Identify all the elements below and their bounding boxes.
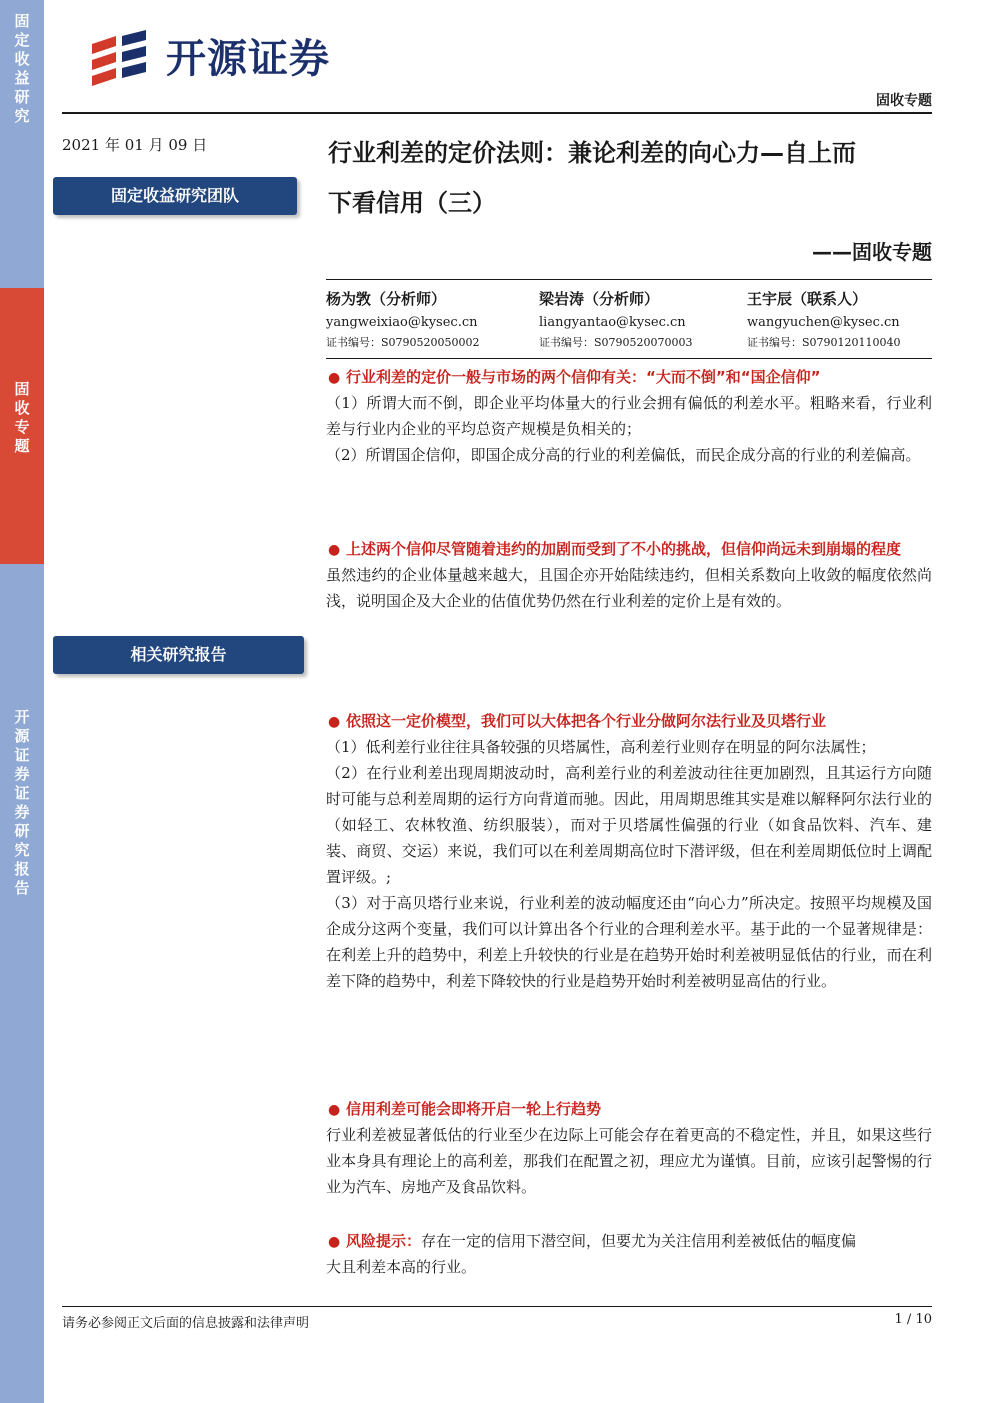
author-1 (326, 288, 480, 352)
brand-logo (86, 30, 376, 90)
section-3 (326, 708, 932, 994)
author-email[interactable]: yangweixiao@kysec.cn (326, 315, 478, 330)
risk-line (326, 1228, 932, 1254)
report-title (328, 128, 928, 228)
title-line-1: 行业利差的定价法则：兼论利差的向心力—自上而 (328, 139, 856, 167)
risk-warning (326, 1228, 932, 1280)
section-paragraph: （1）低利差行业往往具备较强的贝塔属性，高利差行业则存在明显的阿尔法属性； (326, 738, 876, 756)
author-cert: 证书编号：S0790120110040 (747, 336, 901, 349)
logo-text: 开源证券 (166, 36, 330, 82)
footer-divider (62, 1306, 932, 1307)
section-2 (326, 536, 932, 614)
section-heading: ● 依照这一定价模型，我们可以大体把各个行业分做阿尔法行业及贝塔行业 (326, 708, 932, 734)
section-4 (326, 1096, 932, 1200)
author-name: 王宇辰（联系人） (747, 290, 868, 308)
authors-block (326, 288, 932, 356)
section-paragraph: （3）对于高贝塔行业来说，行业利差的波动幅度还由“向心力”所决定。按照平均规模及国企成分这两个变量，我们可以计算出各个行业的合理利差水平。基于此的一个显著规律是：在利差上升的趋势中，利差上升较快的行业是在趋势开始时利差被明显低估的行业，而在利差下降的趋势中，利差下降较快的行业是趋势开始时利差被明显高估的行业。 (326, 894, 932, 990)
report-date: 2021 年 01 月 09 日 (62, 136, 208, 154)
side-label-topic: 固收专题 (0, 288, 44, 564)
page-number: 1 / 10 (894, 1312, 932, 1327)
header-divider (62, 112, 932, 114)
bullet-icon: ● (328, 714, 341, 730)
authors-divider (326, 358, 932, 359)
author-3 (747, 288, 901, 352)
bullet-icon: ● (328, 370, 341, 386)
section-1 (326, 364, 932, 468)
section-heading: ● 上述两个信仰尽管随着违约的加剧而受到了不小的挑战，但信仰尚远未到崩塌的程度 (326, 536, 932, 562)
related-reports-box: 相关研究报告 (53, 636, 304, 674)
author-email[interactable]: wangyuchen@kysec.cn (747, 315, 900, 330)
section-paragraph: （2）在行业利差出现周期波动时，高利差行业的利差波动往往更加剧烈，且其运行方向随时可能与总利差周期的运行方向背道而驰。因此，用周期思维其实是难以解释阿尔法行业的（如轻工、农林牧渔、纺织服装），而对于贝塔属性偏强的行业（如食品饮料、汽车、建装、商贸、交运）来说，我们可以在利差周期高位时下潜评级，但在利差周期低位时上调配置评级。; (326, 764, 932, 886)
title-line-2: 下看信用（三） (328, 189, 496, 217)
title-divider (326, 279, 932, 280)
bullet-icon: ● (328, 1102, 341, 1118)
side-label-report: 开源证券 证券研究报告 (0, 564, 44, 1403)
logo-mark-icon (86, 30, 156, 88)
author-email[interactable]: liangyantao@kysec.cn (539, 315, 686, 330)
report-type-tag: 固收专题 (876, 93, 932, 109)
author-cert: 证书编号：S0790520070003 (539, 336, 693, 349)
author-name: 梁岩涛（分析师） (539, 290, 660, 308)
report-subtitle: ——固收专题 (812, 240, 932, 264)
section-heading: ● 行业利差的定价一般与市场的两个信仰有关：“大而不倒”和“国企信仰” (326, 364, 932, 390)
team-label-box: 固定收益研究团队 (53, 177, 297, 215)
author-cert: 证书编号：S0790520050002 (326, 336, 480, 349)
footer-disclaimer: 请务必参阅正文后面的信息披露和法律声明 (62, 1316, 310, 1331)
risk-label: 风险提示： (346, 1232, 422, 1250)
section-paragraph: （2）所谓国企信仰，即国企成分高的行业的利差偏低，而民企成分高的行业的利差偏高。 (326, 446, 921, 464)
risk-text: 存在一定的信用下潜空间，但要尤为关注信用利差被低估的幅度偏 (421, 1232, 857, 1250)
section-heading: ● 信用利差可能会即将开启一轮上行趋势 (326, 1096, 932, 1122)
side-band (0, 0, 44, 1403)
side-label-fixed-income: 固定收益研究 (0, 0, 44, 288)
bullet-icon: ● (328, 1234, 341, 1250)
section-paragraph: （1）所谓大而不倒，即企业平均体量大的行业会拥有偏低的利差水平。粗略来看，行业利差与行业内企业的平均总资产规模是负相关的； (326, 394, 932, 438)
author-name: 杨为敩（分析师） (326, 290, 447, 308)
section-paragraph: 行业利差被显著低估的行业至少在边际上可能会存在着更高的不稳定性，并且，如果这些行业本身具有理论上的高利差，那我们在配置之初，理应尤为谨慎。目前，应该引起警惕的行业为汽车、房地产及食品饮料。 (326, 1126, 932, 1196)
bullet-icon: ● (328, 542, 341, 558)
risk-text-continued: 大且利差本高的行业。 (326, 1258, 477, 1276)
section-paragraph: 虽然违约的企业体量越来越大，且国企亦开始陆续违约，但相关系数向上收敛的幅度依然尚浅，说明国企及大企业的估值优势仍然在行业利差的定价上是有效的。 (326, 566, 932, 610)
author-2 (539, 288, 693, 352)
